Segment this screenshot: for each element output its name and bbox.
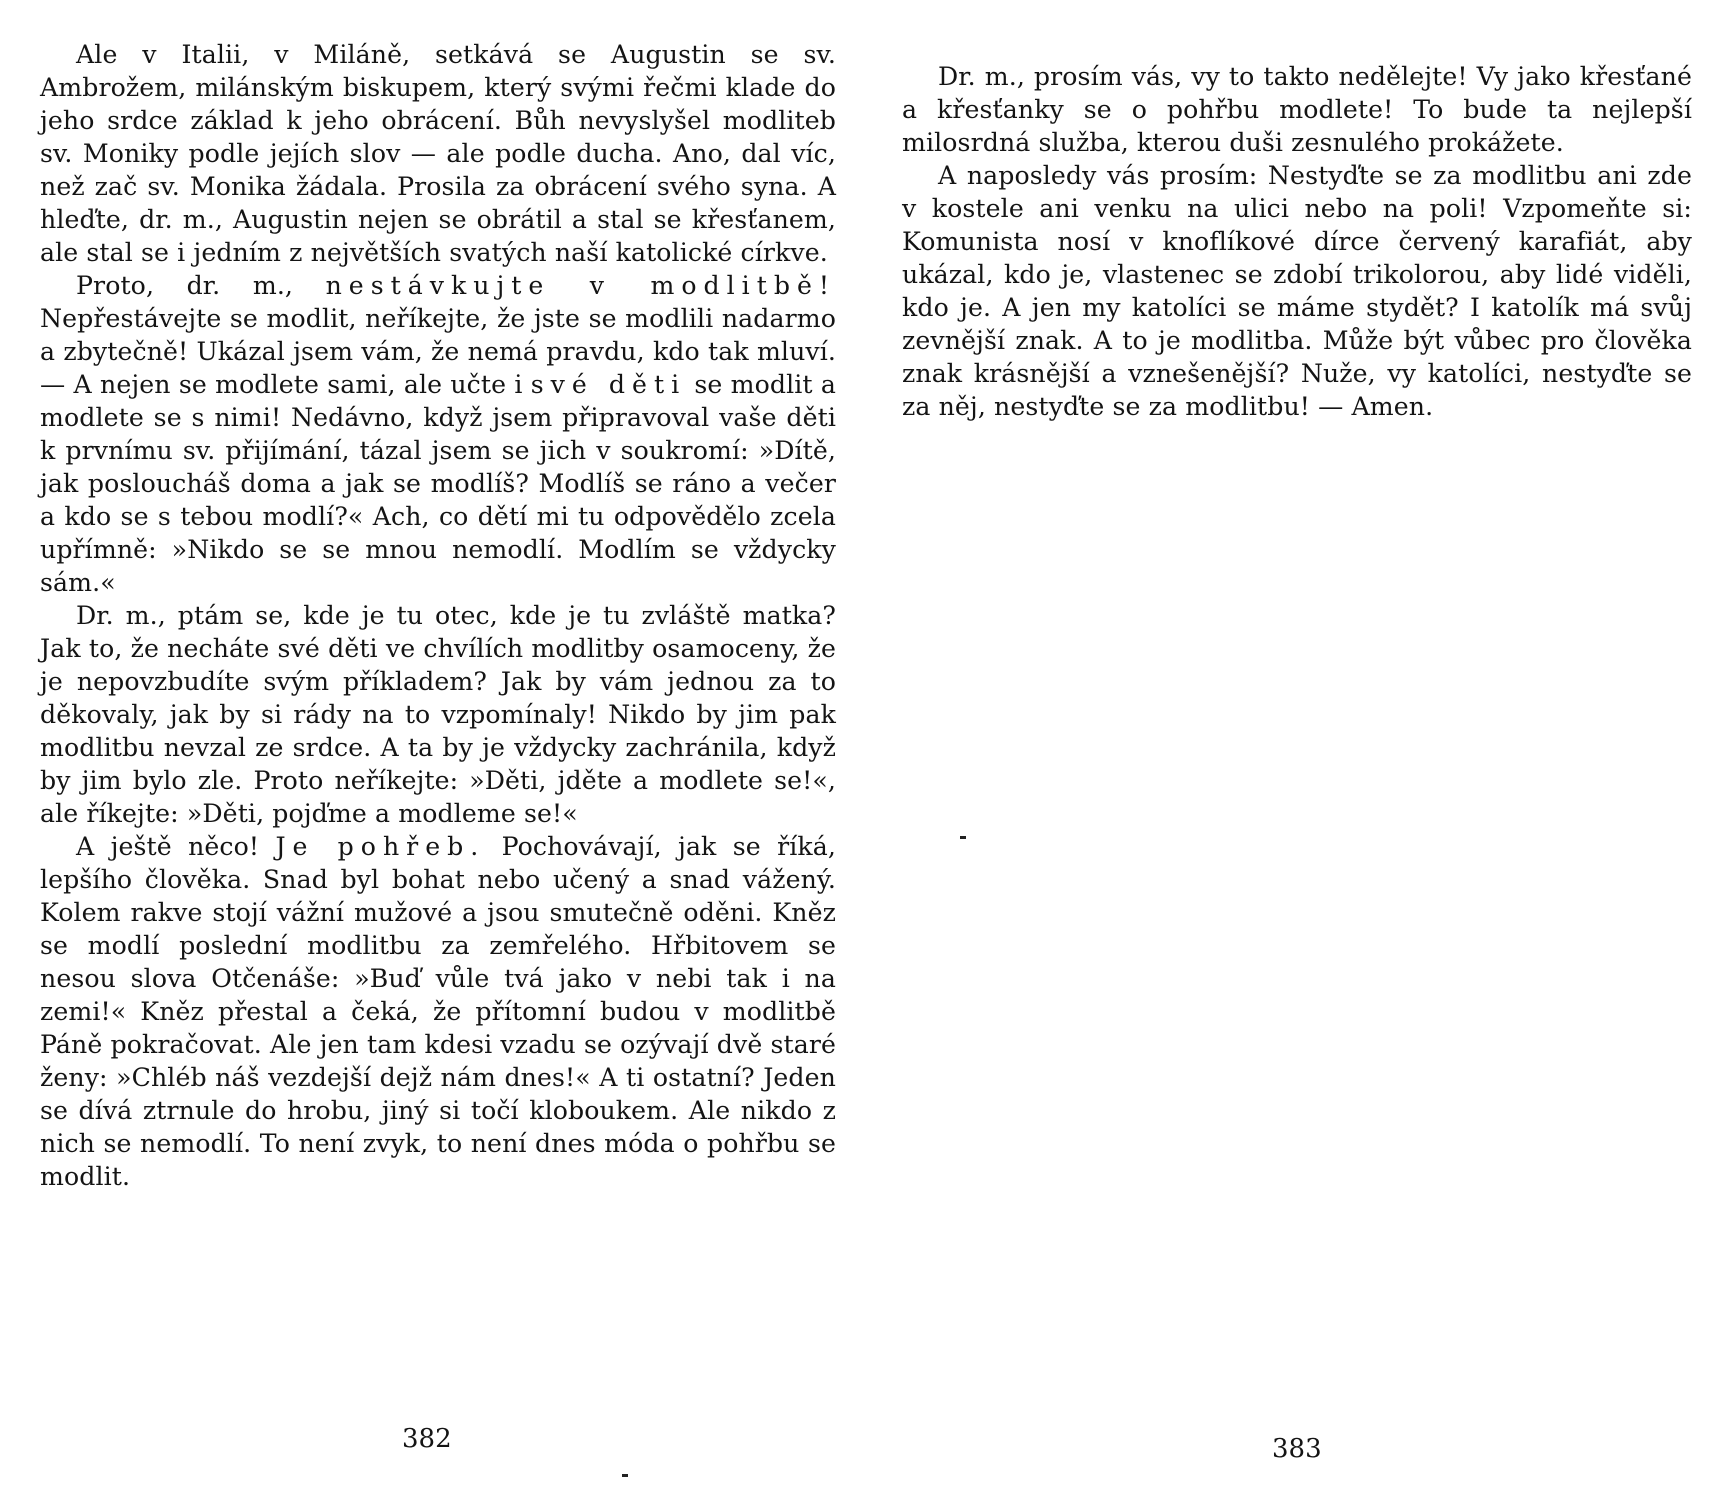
- right-page: [902, 38, 1692, 423]
- text-segment: Proto, dr. m.,: [76, 271, 326, 300]
- emphasized-text: své děti: [530, 370, 687, 399]
- text-segment: Pochovávají, jak se říká, lepšího člověka. Snad byl bohat nebo učený a snad vážený. Kolem rakve stojí vážní mužové a jsou smutečně oděni. Kněz se modlí poslední modlitbu za zemřelého. Hřbitovem se nesou slova Otčenáše: »Buď vůle tvá jako v nebi tak i na zemi!« Kněz přestal a čeká, že přítomní budou v modlitbě Páně pokračovat. Ale jen tam kdesi vzadu se ozývají dvě staré ženy: »Chléb náš vezdejší dejž nám dnes!« A ti ostatní? Jeden se dívá ztrnule do hrobu, jiný si točí kloboukem. Ale nikdo z nich se nemodlí. To není zvyk, to není dnes móda o pohřbu se modlit.: [40, 832, 836, 1191]
- paragraph: [902, 159, 1692, 423]
- text-segment: Nepřestávejte se modlit, neříkejte, že jste se modlili nadarmo a zbytečně! Ukázal jsem vám, že nemá pravdu, kdo tak mluví. — A nejen se modlete sami, ale učte i: [40, 304, 836, 399]
- paragraph: [40, 269, 836, 599]
- text-segment: A naposledy vás prosím: Nestyďte se za modlitbu ani zde v kostele ani venku na ulici nebo na poli! Vzpomeňte si: Komunista nosí v knoflíkové dírce červený karafiát, aby ukázal, kdo je, vlastenec se zdobí trikolorou, aby lidé viděli, kdo je. A jen my katolíci se máme stydět? I katolík má svůj zevnější znak. A to je modlitba. Může být vůbec pro člověka znak krásnější a vznešenější? Nuže, vy katolíci, nestyďte se za něj, nestyďte se za modlitbu! — Amen.: [902, 161, 1692, 421]
- page-number-right: 383: [1272, 1434, 1322, 1464]
- text-segment: Ale v Italii, v Miláně, setkává se Augustin se sv. Ambrožem, milánským biskupem, který svými řečmi klade do jeho srdce základ k jeho obrácení. Bůh nevyslyšel modliteb sv. Moniky podle jejích slov — ale podle ducha. Ano, dal víc, než zač sv. Monika žádala. Prosila za obrácení svého syna. A hleďte, dr. m., Augustin nejen se obrátil a stal se křesťanem, ale stal se i jedním z největších svatých naší katolické církve.: [40, 40, 836, 267]
- emphasized-text: nestávkujte v modlitbě!: [325, 271, 836, 300]
- text-segment: se modlit a modlete se s nimi! Nedávno, když jsem připravoval vaše děti k prvnímu sv. přijímání, tázal jsem se jich v soukromí: »Dítě, jak posloucháš doma a jak se modlíš? Modlíš se ráno a večer a kdo se s tebou modlí?« Ach, co dětí mi tu odpovědělo zcela upřímně: »Nikdo se se mnou nemodlí. Modlím se vždycky sám.«: [40, 370, 836, 597]
- left-page: [40, 38, 836, 1193]
- paragraph: [40, 830, 836, 1193]
- page-number-left: 382: [402, 1424, 452, 1454]
- text-segment: Dr. m., prosím vás, vy to takto nedělejte! Vy jako křesťané a křesťanky se o pohřbu modlete! To bude ta nejlepší milosrdná služba, kterou duši zesnulého prokážete.: [902, 62, 1692, 157]
- paragraph: [40, 38, 836, 269]
- text-segment: A ještě něco!: [76, 832, 276, 861]
- print-speck: [960, 836, 966, 839]
- emphasized-text: Je pohřeb.: [275, 832, 486, 861]
- paragraph: [902, 60, 1692, 159]
- print-speck: [622, 1474, 628, 1477]
- paragraph: [40, 599, 836, 830]
- text-segment: Dr. m., ptám se, kde je tu otec, kde je tu zvláště matka? Jak to, že necháte své děti ve chvílích modlitby osamoceny, že je nepovzbudíte svým příkladem? Jak by vám jednou za to děkovaly, jak by si rády na to vzpomínaly! Nikdo by jim pak modlitbu nevzal ze srdce. A ta by je vždycky zachránila, když by jim bylo zle. Proto neříkejte: »Děti, jděte a modlete se!«, ale říkejte: »Děti, pojďme a modleme se!«: [40, 601, 836, 828]
